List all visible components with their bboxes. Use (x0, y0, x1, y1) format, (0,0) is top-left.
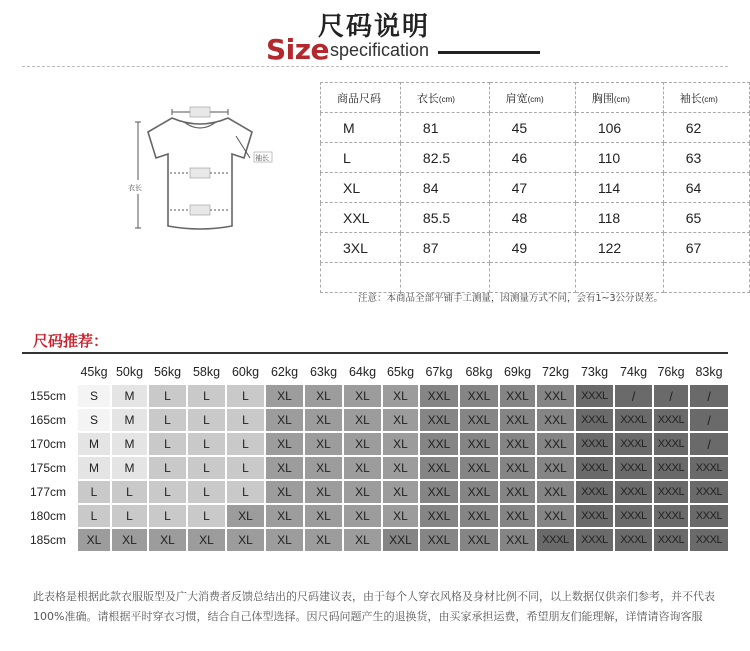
size-cell: XXL (420, 505, 458, 527)
size-cell: M (112, 433, 147, 455)
size-cell: S (78, 409, 110, 431)
size-cell: XXL (383, 529, 418, 551)
size-cell: L (78, 481, 110, 503)
weight-header: 68kg (460, 361, 498, 383)
table-row (30, 433, 728, 455)
size-cell: XL (344, 385, 381, 407)
size-cell: XL (78, 529, 110, 551)
size-cell: XL (305, 409, 342, 431)
size-cell: XXXL (576, 529, 613, 551)
size-cell: S (78, 385, 110, 407)
size-cell: XL (344, 409, 381, 431)
weight-header: 74kg (615, 361, 652, 383)
size-cell: L (112, 481, 147, 503)
size-cell: XXL (537, 433, 574, 455)
size-cell: XL (149, 529, 186, 551)
size-cell: XXL (500, 409, 535, 431)
size-cell: L (149, 457, 186, 479)
weight-header: 63kg (305, 361, 342, 383)
size-cell: M (78, 433, 110, 455)
size-cell: XL (266, 505, 303, 527)
size-cell: L (149, 481, 186, 503)
table-row (30, 385, 728, 407)
table-row (30, 529, 728, 551)
size-cell: XXXL (576, 505, 613, 527)
header-size: 商品尺码 (321, 83, 401, 113)
disclaimer-text: 此表格是根据此款衣服版型及广大消费者反馈总结出的尺码建议表，由于每个人穿衣风格及身材比例不同，以上数据仅供亲们参考，并不代表100%准确。请根据平时穿衣习惯，结合自己体型选择。因尺码问题产生的退换货，由买家承担运费，希望朋友们能理解，详情请咨询客服 (33, 590, 715, 623)
table-row: XXL 85.5 48 118 65 (321, 203, 750, 233)
weight-header: 76kg (654, 361, 688, 383)
size-cell: XXL (460, 385, 498, 407)
table-row: XL 84 47 114 64 (321, 173, 750, 203)
size-cell: XXL (537, 481, 574, 503)
size-cell: XXXL (615, 457, 652, 479)
size-cell: L (149, 433, 186, 455)
recommend-title: 尺码推荐： (33, 332, 109, 350)
recommend-divider (22, 352, 728, 354)
header-sleeve: 袖长(cm) (663, 83, 749, 113)
table-row (30, 409, 728, 431)
size-cell: XL (383, 409, 418, 431)
heading-underline (438, 51, 540, 54)
size-cell: XXXL (615, 505, 652, 527)
size-cell: XXL (420, 385, 458, 407)
size-cell: L (188, 433, 225, 455)
size-cell: XL (227, 529, 264, 551)
size-cell: / (690, 433, 728, 455)
sleeve-label: 袖长 (255, 154, 269, 162)
size-cell: XXXL (615, 433, 652, 455)
size-cell: XL (266, 457, 303, 479)
size-cell: XL (383, 457, 418, 479)
size-cell: XXXL (654, 409, 688, 431)
size-cell: XXXL (654, 457, 688, 479)
size-cell: XXXL (690, 481, 728, 503)
size-cell: / (690, 409, 728, 431)
size-cell: L (78, 505, 110, 527)
size-cell: XXXL (654, 505, 688, 527)
size-cell: XXXL (690, 505, 728, 527)
size-cell: L (188, 505, 225, 527)
size-cell: XXL (537, 385, 574, 407)
size-cell: M (112, 457, 147, 479)
size-cell: XL (305, 481, 342, 503)
size-cell: XL (266, 529, 303, 551)
weight-header: 56kg (149, 361, 186, 383)
weight-header: 65kg (383, 361, 418, 383)
size-cell: XXL (537, 457, 574, 479)
size-cell: XXXL (615, 529, 652, 551)
size-cell: XL (344, 457, 381, 479)
height-label: 185cm (30, 529, 76, 551)
size-cell: XXL (537, 505, 574, 527)
size-cell: XXXL (615, 409, 652, 431)
size-cell: XXXL (654, 529, 688, 551)
weight-header: 72kg (537, 361, 574, 383)
size-cell: XL (383, 505, 418, 527)
weight-header: 67kg (420, 361, 458, 383)
size-cell: XL (305, 433, 342, 455)
size-cell: XL (344, 433, 381, 455)
size-cell: XL (383, 481, 418, 503)
size-cell: XL (266, 385, 303, 407)
size-cell: L (149, 385, 186, 407)
size-cell: XL (383, 385, 418, 407)
size-cell: XL (305, 505, 342, 527)
header-shoulder: 肩宽(cm) (489, 83, 575, 113)
size-cell: L (227, 433, 264, 455)
size-cell: XXL (537, 409, 574, 431)
size-cell: XXL (420, 481, 458, 503)
size-cell: XL (344, 529, 381, 551)
table-row (30, 481, 728, 503)
size-cell: / (690, 385, 728, 407)
table-row: L 82.5 46 110 63 (321, 143, 750, 173)
size-cell: L (149, 505, 186, 527)
divider (22, 66, 728, 67)
size-cell: XXXL (690, 457, 728, 479)
size-cell: L (112, 505, 147, 527)
weight-header: 50kg (112, 361, 147, 383)
size-cell: XXXL (576, 457, 613, 479)
specification-heading: specification (330, 40, 430, 60)
size-cell: XXL (500, 433, 535, 455)
size-cell: XXL (460, 409, 498, 431)
size-cell: XXL (460, 481, 498, 503)
page-title: 尺码说明 (318, 12, 431, 42)
size-cell: L (188, 409, 225, 431)
table-row (30, 457, 728, 479)
size-cell: XXL (420, 433, 458, 455)
height-label: 170cm (30, 433, 76, 455)
weight-header: 64kg (344, 361, 381, 383)
size-cell: XXXL (537, 529, 574, 551)
length-label: 衣长 (128, 184, 142, 192)
size-cell: XXXL (654, 481, 688, 503)
weight-header: 60kg (227, 361, 264, 383)
weight-header: 45kg (78, 361, 110, 383)
height-label: 155cm (30, 385, 76, 407)
size-cell: XL (188, 529, 225, 551)
weight-header: 83kg (690, 361, 728, 383)
weight-header: 73kg (576, 361, 613, 383)
size-cell: / (654, 385, 688, 407)
table-row: 3XL 87 49 122 67 (321, 233, 750, 263)
size-cell: L (188, 385, 225, 407)
size-cell: L (227, 457, 264, 479)
size-cell: XL (266, 409, 303, 431)
height-label: 175cm (30, 457, 76, 479)
size-cell: XXL (500, 481, 535, 503)
size-cell: XXL (500, 385, 535, 407)
size-cell: XL (383, 433, 418, 455)
height-label: 180cm (30, 505, 76, 527)
table-row: M 81 45 106 62 (321, 113, 750, 143)
size-cell: XL (227, 505, 264, 527)
size-cell: XXXL (690, 529, 728, 551)
size-cell: L (188, 481, 225, 503)
size-cell: XXXL (576, 385, 613, 407)
size-cell: XXL (420, 529, 458, 551)
weight-header: 58kg (188, 361, 225, 383)
size-cell: L (227, 409, 264, 431)
size-cell: XL (305, 457, 342, 479)
size-cell: XXXL (576, 433, 613, 455)
size-cell: XL (344, 505, 381, 527)
size-cell: XL (344, 481, 381, 503)
header-length: 衣长(cm) (400, 83, 489, 113)
size-cell: L (188, 457, 225, 479)
size-cell: XXL (500, 505, 535, 527)
size-cell: XXXL (615, 481, 652, 503)
weight-header: 62kg (266, 361, 303, 383)
size-cell: XXL (420, 409, 458, 431)
size-cell: XXL (460, 433, 498, 455)
height-label: 177cm (30, 481, 76, 503)
size-spec-table (320, 82, 750, 293)
size-cell: L (227, 385, 264, 407)
size-cell: XXL (460, 457, 498, 479)
size-cell: / (615, 385, 652, 407)
size-cell: M (112, 385, 147, 407)
size-cell: M (78, 457, 110, 479)
size-heading: Size (266, 33, 330, 66)
corner-cell (30, 361, 76, 383)
size-cell: L (227, 481, 264, 503)
size-cell: XXL (460, 529, 498, 551)
size-cell: XL (266, 481, 303, 503)
size-cell: XL (266, 433, 303, 455)
size-cell: XXL (420, 457, 458, 479)
height-label: 165cm (30, 409, 76, 431)
size-cell: M (112, 409, 147, 431)
size-cell: XL (112, 529, 147, 551)
table-row (30, 505, 728, 527)
size-cell: XXXL (576, 481, 613, 503)
table-row (321, 263, 750, 293)
size-recommend-table (28, 359, 730, 553)
size-cell: XXL (460, 505, 498, 527)
size-cell: XXL (500, 457, 535, 479)
weight-header: 69kg (500, 361, 535, 383)
header-chest: 胸围(cm) (575, 83, 663, 113)
size-cell: XXXL (654, 433, 688, 455)
size-cell: XL (305, 529, 342, 551)
size-cell: XXXL (576, 409, 613, 431)
tshirt-measure-figure (120, 100, 280, 250)
measurement-note: 注意：本商品全部平铺手工测量，因测量方式不同，会有1~3公分误差。 (358, 293, 664, 304)
size-cell: XL (305, 385, 342, 407)
size-cell: XXL (500, 529, 535, 551)
size-cell: L (149, 409, 186, 431)
